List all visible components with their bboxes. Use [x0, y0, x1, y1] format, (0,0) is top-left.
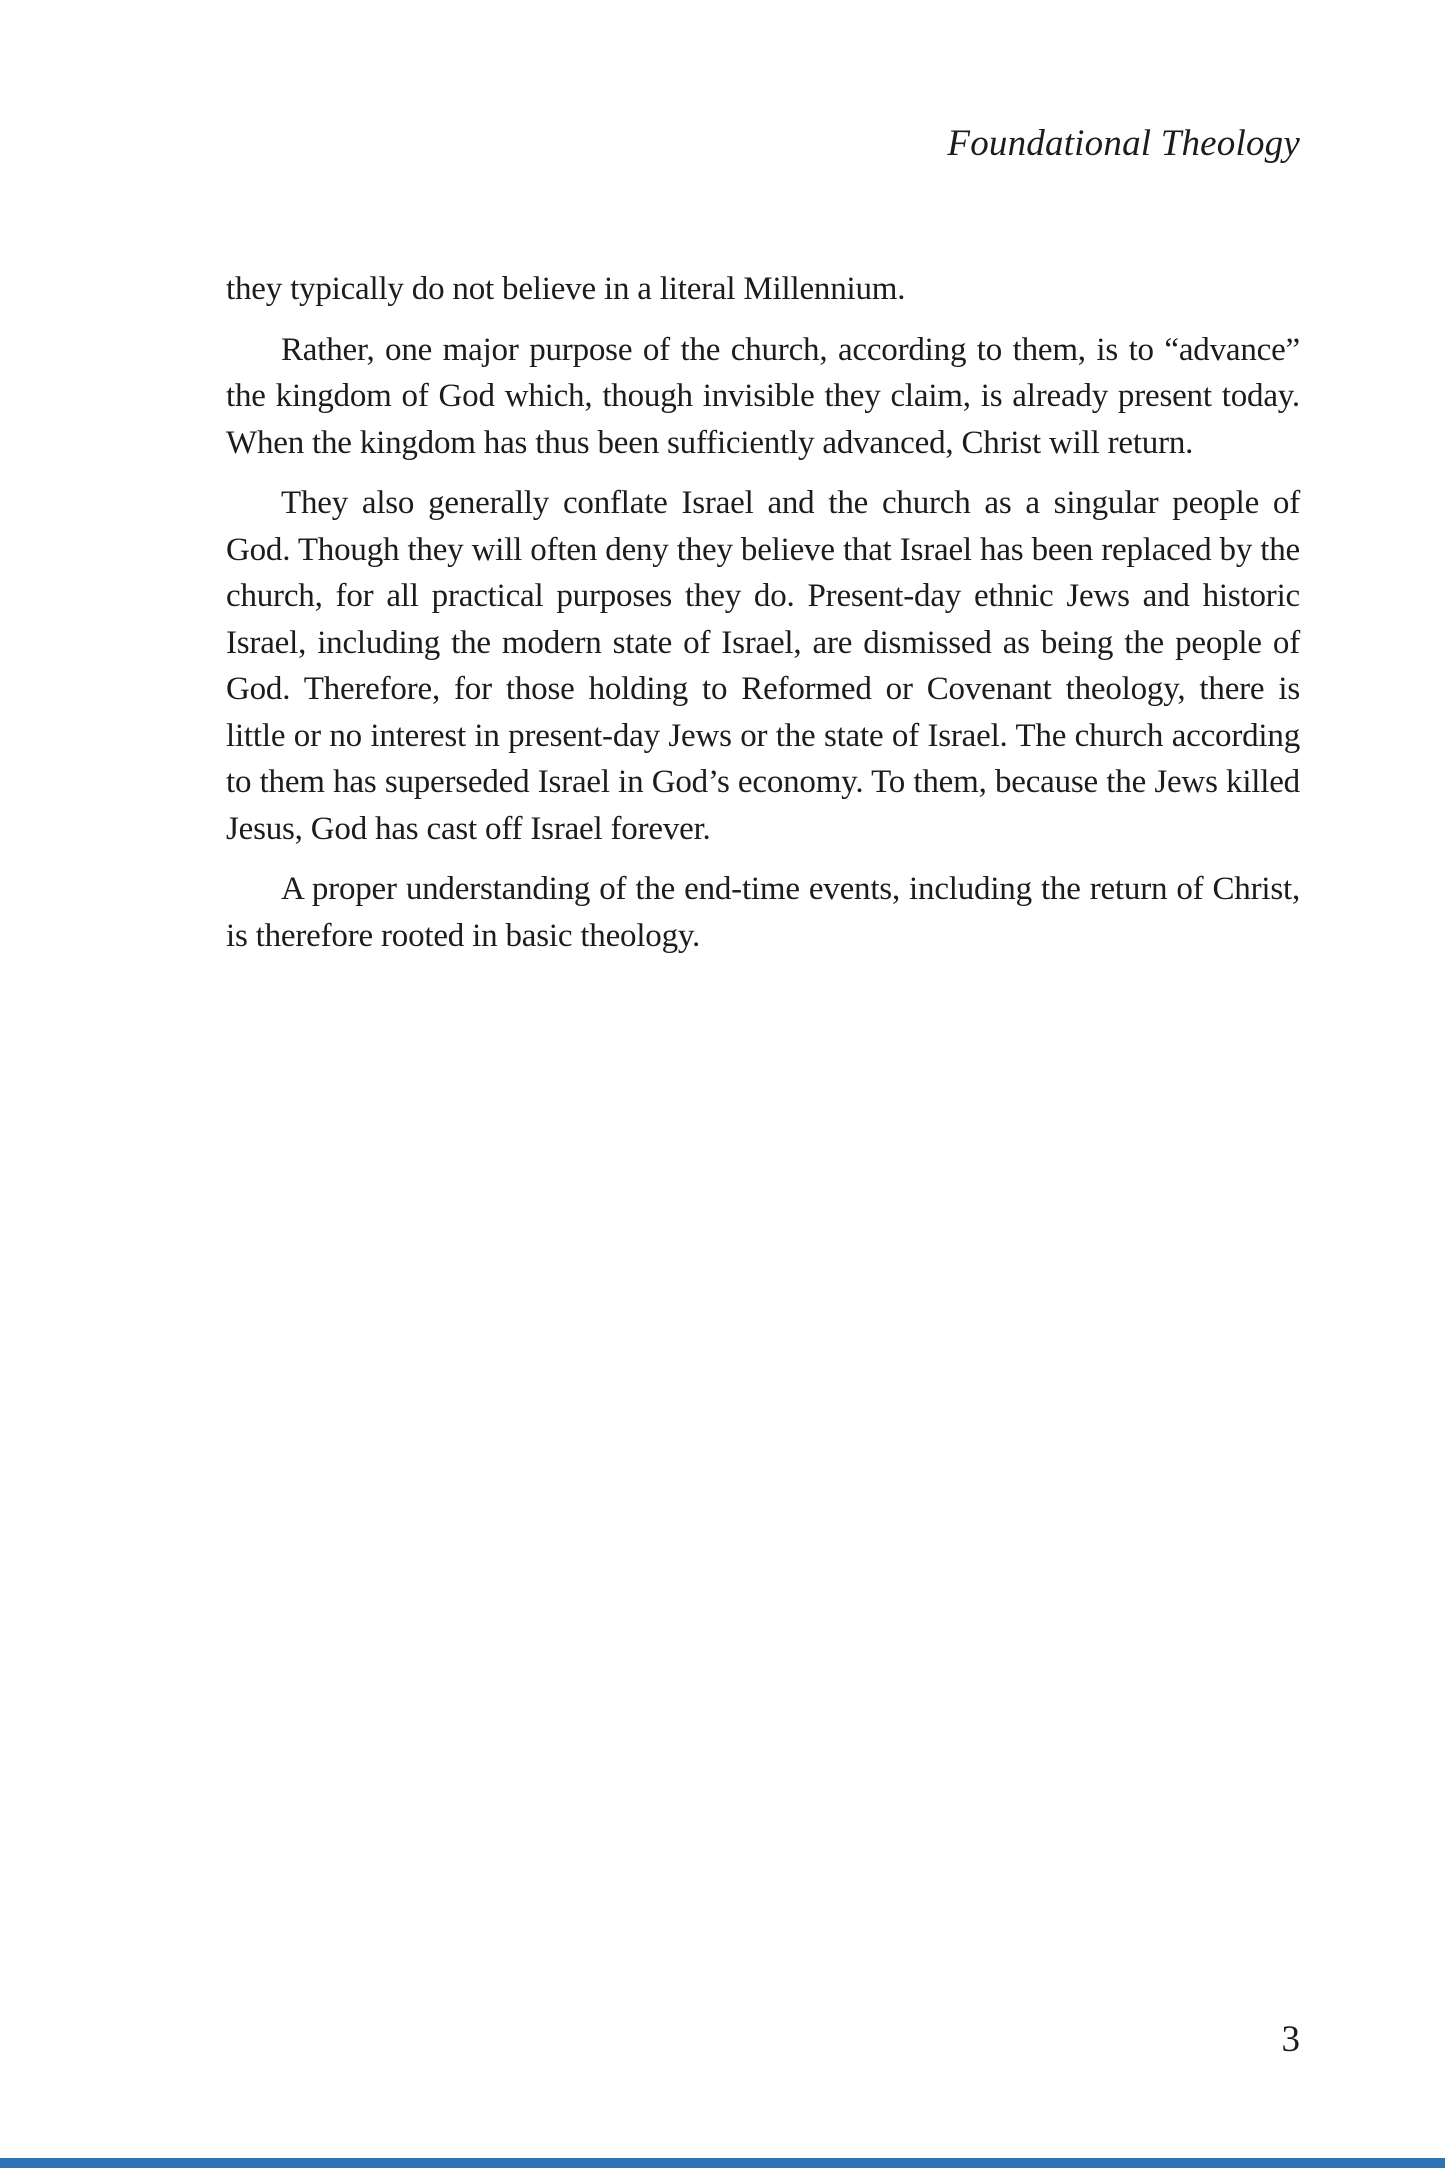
page-body [226, 266, 1300, 973]
paragraph: Rather, one major purpose of the church, according to them, is to “advance” the kingdom of God which, though invisible they claim, is already present today. When the kingdom has thus been sufficiently advanced, Christ will return. [226, 331, 1300, 461]
paragraph-continuation: they typically do not believe in a literal Millennium. [226, 271, 906, 307]
running-header: Foundational Theology [947, 123, 1300, 164]
paragraph: A proper understanding of the end-time events, including the return of Christ, is therefore rooted in basic theology. [226, 871, 1300, 954]
bottom-accent-bar [0, 2158, 1445, 2168]
paragraph: They also generally conflate Israel and the church as a singular people of God. Though they will often deny they believe that Israel has been replaced by the church, for all practical purposes they do. Present-day ethnic Jews and historic Israel, including the modern state of Israel, are dismissed as being the people of God. Therefore, for those holding to Reformed or Covenant theology, there is little or no interest in present-day Jews or the state of Israel. The church according to them has superseded Israel in God’s economy. To them, because the Jews killed Jesus, God has cast off Israel forever. [226, 485, 1300, 847]
page-number: 3 [1281, 2019, 1300, 2060]
